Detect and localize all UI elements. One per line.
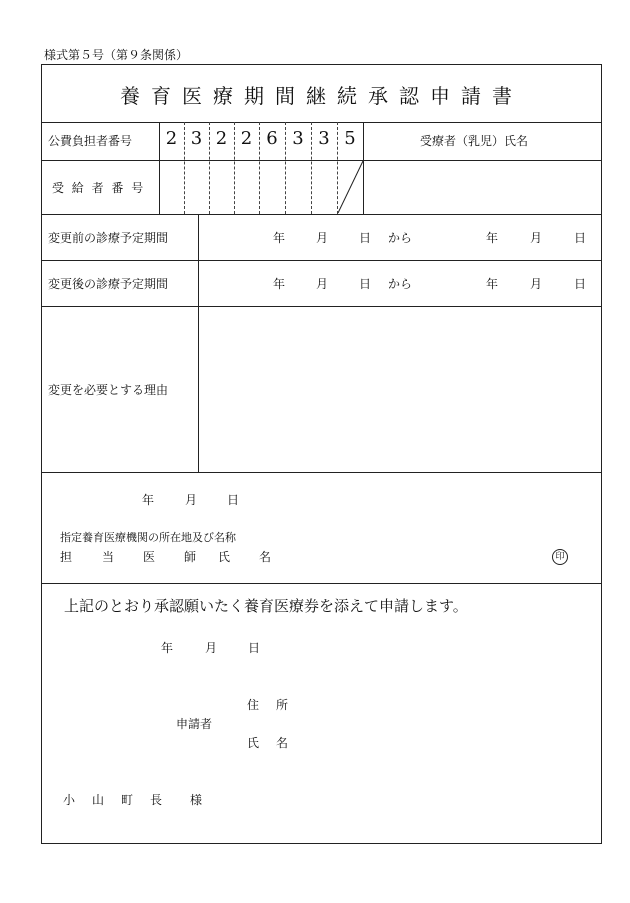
form-title: 養育医療期間継続承認申請書 <box>120 84 523 108</box>
addressee-char: 町 <box>121 793 134 807</box>
divider <box>41 306 602 307</box>
divider <box>41 122 602 123</box>
period-before-year-end: 年 <box>486 231 499 245</box>
doctor-label-char: 氏 <box>218 550 231 564</box>
doctor-label-char: 名 <box>259 550 272 564</box>
address-label-char: 所 <box>276 698 289 712</box>
payer-digit: 2 <box>240 128 253 149</box>
period-before-day: 日 <box>359 231 372 245</box>
addressee-char: 小 <box>63 793 76 807</box>
period-before-from: から <box>388 231 413 245</box>
payer-number-label: 公費負担者番号 <box>48 134 133 148</box>
period-before-year: 年 <box>273 231 286 245</box>
period-after-year-end: 年 <box>486 277 499 291</box>
doctor-label-char: 当 <box>102 550 115 564</box>
period-before-day-end: 日 <box>574 231 587 245</box>
form-number: 様式第５号（第９条関係） <box>44 48 189 62</box>
period-after-day: 日 <box>359 277 372 291</box>
payer-digit: 3 <box>292 128 304 149</box>
check-digit-slash <box>337 160 364 214</box>
reason-label: 変更を必要とする理由 <box>48 383 169 397</box>
application-date-month: 月 <box>205 641 218 655</box>
doctor-date-day: 日 <box>227 493 240 507</box>
doctor-label-char: 担 <box>60 550 73 564</box>
applicant-label: 申請者 <box>176 717 213 731</box>
payer-digit: 5 <box>344 128 356 149</box>
divider <box>41 260 602 261</box>
application-date-year: 年 <box>161 641 174 655</box>
addressee-char: 山 <box>92 793 105 807</box>
application-statement: 上記のとおり承認願いたく養育医療券を添えて申請します。 <box>64 597 468 615</box>
period-after-month-end: 月 <box>530 277 543 291</box>
addressee-char: 長 <box>150 793 163 807</box>
period-after-day-end: 日 <box>574 277 587 291</box>
name-label-char: 名 <box>276 736 289 750</box>
address-label-char: 住 <box>247 698 260 712</box>
payer-digit: 3 <box>190 128 203 149</box>
recipient-name-label: 受療者（乳児）氏名 <box>420 134 529 148</box>
name-label-char: 氏 <box>247 736 260 750</box>
period-after-year: 年 <box>273 277 286 291</box>
doctor-date-month: 月 <box>185 493 198 507</box>
recipient-number-label: 受給者番号 <box>52 181 152 195</box>
doctor-label-char: 師 <box>184 550 197 564</box>
doctor-label-char: 医 <box>143 550 156 564</box>
period-after-from: から <box>388 277 413 291</box>
period-before-month: 月 <box>316 231 329 245</box>
payer-digit: 2 <box>165 128 178 149</box>
period-after-month: 月 <box>316 277 329 291</box>
seal-mark: 印 <box>552 549 568 565</box>
period-before-month-end: 月 <box>530 231 543 245</box>
divider <box>41 160 602 161</box>
institution-label: 指定養育医療機関の所在地及び名称 <box>60 531 236 544</box>
divider <box>41 214 602 215</box>
divider <box>198 214 199 472</box>
application-date-day: 日 <box>248 641 261 655</box>
divider <box>41 472 602 473</box>
payer-digit: 3 <box>318 128 330 149</box>
period-after-label: 変更後の診療予定期間 <box>48 277 169 291</box>
payer-digit: 6 <box>266 128 278 149</box>
addressee-char: 様 <box>190 793 203 807</box>
payer-digit: 2 <box>215 128 228 149</box>
doctor-date-year: 年 <box>142 493 155 507</box>
period-before-label: 変更前の診療予定期間 <box>48 231 169 245</box>
divider <box>41 583 602 584</box>
